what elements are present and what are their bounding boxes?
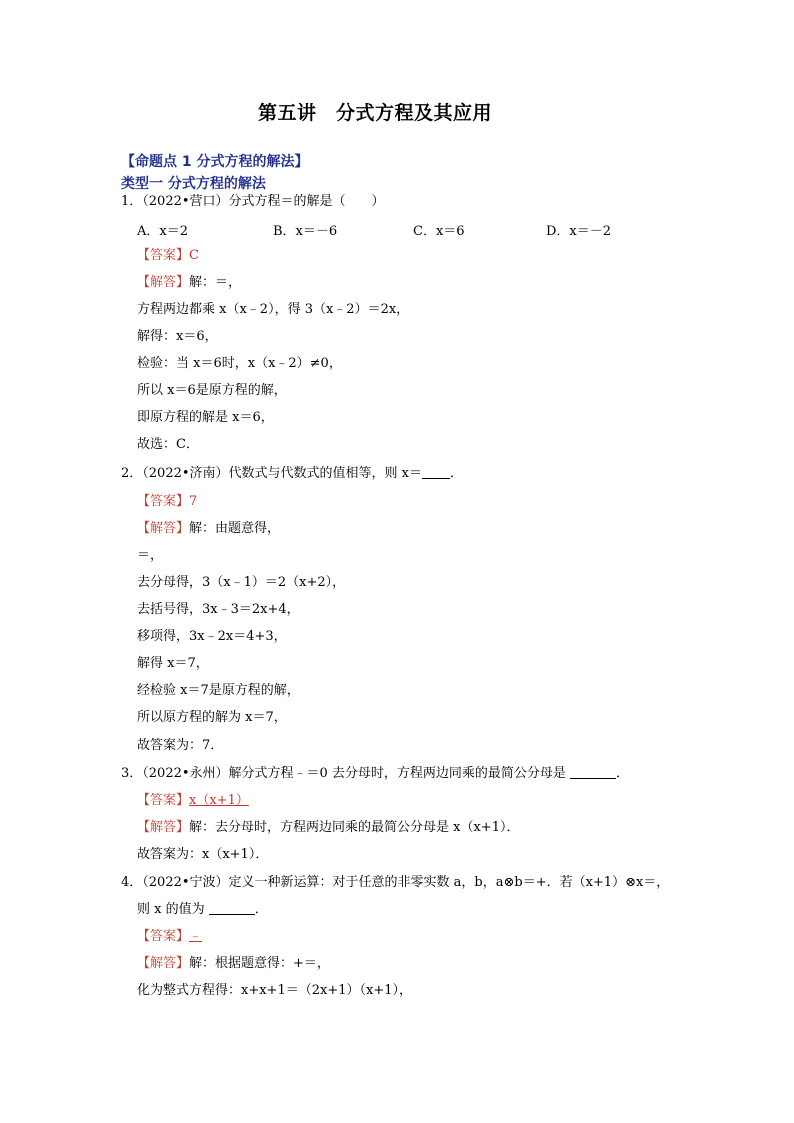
question-4-stem: 4．（2022•宁波）定义一种新运算：对于任意的非零实数 a，b，a⊗b＝+．若（x+1）⊗x＝， [121, 875, 670, 890]
q2-solution-line: 解得 x＝7， [137, 656, 209, 671]
q1-solution-line: 所以 x＝6是原方程的解， [137, 383, 287, 398]
q1-option-c: C．x＝6 [413, 224, 465, 239]
answer-blank [422, 466, 450, 479]
q2-solution-line: ＝， [137, 548, 164, 563]
question-1-stem: 1．（2022•营口）分式方程＝的解是（ ） [121, 194, 385, 209]
section-heading: 【命题点 1 分式方程的解法】 [121, 154, 309, 170]
subsection-heading: 类型一 分式方程的解法 [121, 176, 266, 192]
solution-tag: 【解答】 [137, 521, 190, 536]
q1-solution-line [137, 275, 241, 291]
q4-stem-text: 则 x 的值为 [137, 902, 205, 917]
q1-solution-line: 检验：当 x＝6时，x（x﹣2）≠0， [137, 356, 342, 371]
q2-stem-text: 2．（2022•济南）代数式与代数式的值相等，则 x＝ [121, 466, 422, 481]
q2-solution-text: 解：由题意得， [189, 521, 281, 536]
q1-solution-text: 解：＝， [189, 275, 242, 290]
solution-tag: 【解答】 [137, 820, 190, 835]
q2-solution-line [137, 521, 280, 537]
q2-answer: 7 [189, 494, 198, 509]
answer-blank [209, 902, 255, 915]
q2-solution-line: 移项得，3x﹣2x＝4+3， [137, 629, 287, 644]
q1-option-d: D．x＝－2 [546, 224, 612, 239]
answer-tag: 【答案】 [137, 494, 190, 509]
q2-solution-line: 去括号得，3x﹣3＝2x+4， [137, 602, 300, 617]
q1-answer: C [189, 248, 199, 263]
q4-answer: ﹣ [189, 929, 203, 944]
q2-stem-end: ． [450, 466, 464, 481]
q2-solution-line: 去分母得，3（x﹣1）＝2（x+2）， [137, 575, 346, 590]
q2-solution-line: 故答案为：7． [137, 738, 224, 753]
q4-solution-line [137, 956, 330, 972]
q4-solution-line: 化为整式方程得：x+x+1＝（2x+1）（x+1）， [137, 983, 412, 998]
question-2-stem [121, 466, 463, 482]
q3-solution-line: 故答案为：x（x+1）． [137, 847, 269, 862]
q1-solution-line: 解得：x＝6， [137, 329, 218, 344]
page-title: 第五讲 分式方程及其应用 [257, 102, 492, 124]
q3-answer: x（x+1） [189, 793, 249, 808]
q3-stem-text: 3．（2022•永州）解分式方程﹣＝0 去分母时，方程两边同乘的最简公分母是 [121, 766, 566, 781]
q3-solution-text: 解：去分母时，方程两边同乘的最简公分母是 x（x+1）． [189, 820, 520, 835]
q3-stem-end: ． [616, 766, 630, 781]
q4-solution-text: 解：根据题意得：+＝， [189, 956, 330, 971]
question-4-stem-line2 [137, 902, 268, 918]
q3-solution-line [137, 820, 519, 836]
q4-answer-line [137, 929, 202, 945]
q2-solution-line: 经检验 x＝7是原方程的解， [137, 683, 300, 698]
answer-tag: 【答案】 [137, 793, 190, 808]
q4-stem-end: ． [254, 902, 268, 917]
q1-solution-line: 故选：C． [137, 437, 199, 452]
q3-answer-line [137, 793, 249, 809]
q1-option-b: B．x＝－6 [273, 224, 338, 239]
q1-option-a: A．x＝2 [137, 224, 188, 239]
answer-tag: 【答案】 [137, 248, 190, 263]
solution-tag: 【解答】 [137, 956, 190, 971]
answer-tag: 【答案】 [137, 929, 190, 944]
solution-tag: 【解答】 [137, 275, 190, 290]
q1-solution-line: 即原方程的解是 x＝6， [137, 410, 274, 425]
q2-solution-line: 所以原方程的解为 x＝7， [137, 710, 287, 725]
q2-answer-line [137, 494, 197, 510]
question-3-stem [121, 766, 629, 782]
q1-solution-line: 方程两边都乘 x（x﹣2），得 3（x﹣2）＝2x， [137, 302, 410, 317]
answer-blank [570, 766, 616, 779]
q1-answer-line [137, 248, 199, 264]
